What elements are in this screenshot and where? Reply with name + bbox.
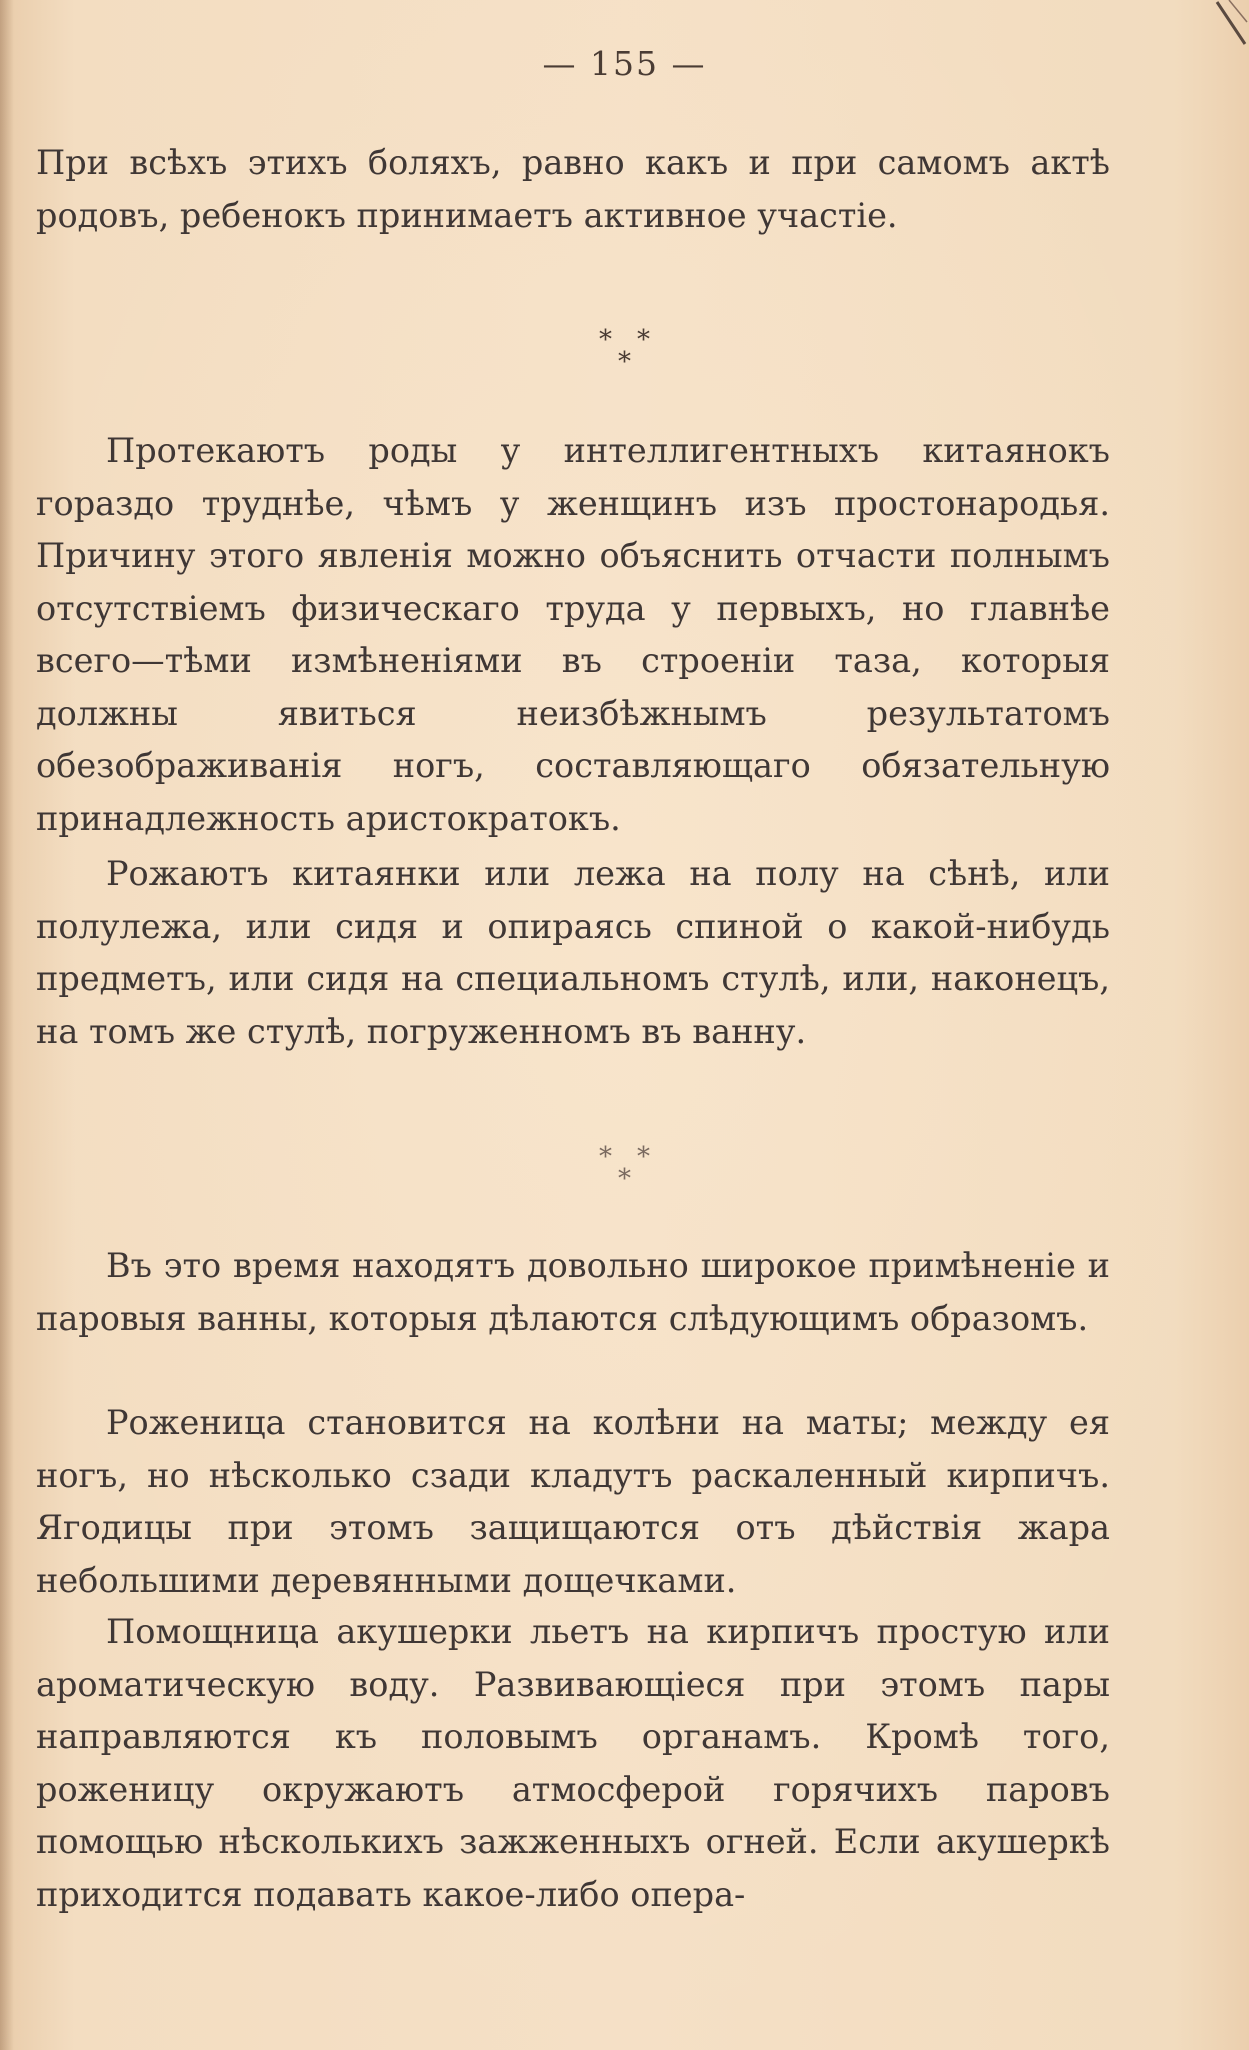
paragraph: Въ это время находятъ довольно широкое примѣненіе и паровыя ванны, которыя дѣлаются слѣдующимъ образомъ. xyxy=(36,1246,1110,1338)
svg-text:*: * xyxy=(617,1164,631,1194)
page-number: — 155 — xyxy=(542,44,707,83)
spine-shadow xyxy=(0,0,14,2050)
svg-text:*: * xyxy=(636,325,650,355)
svg-text:*: * xyxy=(617,347,631,377)
paragraph: Помощница акушерки льетъ на кирпичъ простую или ароматическую воду. Развивающіеся при этомъ пары направляются къ половымъ органамъ. Кромѣ того, роженицу окружаютъ атмосферой горячихъ паровъ помощью нѣсколькихъ зажженныхъ огней. Если акушеркѣ приходится подавать какое-либо опера- xyxy=(36,1612,1110,1914)
svg-text:*: * xyxy=(598,1142,612,1172)
paragraph: Рожаютъ китаянки или лежа на полу на сѣнѣ, или полулежа, или сидя и опираясь спиной о какой-нибудь предметъ, или сидя на специальномъ стулѣ, или, наконецъ, на томъ же стулѣ, погруженномъ въ ванну. xyxy=(36,854,1110,1051)
asterism-icon xyxy=(0,320,1249,390)
paragraph: Протекаютъ роды у интеллигентныхъ китаянокъ гораздо труднѣе, чѣмъ у женщинъ изъ простонародья. Причину этого явленія можно объяснить отчасти полнымъ отсутствіемъ физическаго труда у первыхъ, но главнѣе всего—тѣми измѣненіями въ строеніи таза, которыя должны явиться неизбѣжнымъ результатомъ обезображиванія ногъ, составляющаго обязательную принадлежность аристократокъ. xyxy=(36,431,1110,838)
svg-text:*: * xyxy=(598,325,612,355)
paragraph: При всѣхъ этихъ боляхъ, равно какъ и при самомъ актѣ родовъ, ребенокъ принимаетъ активное участіе. xyxy=(36,143,1110,235)
paragraph: Роженица становится на колѣни на маты; между ея ногъ, но нѣсколько сзади кладутъ раскаленный кирпичъ. Ягодицы при этомъ защищаются отъ дѣйствія жара небольшими деревянными дощечками. xyxy=(36,1403,1110,1600)
asterism-icon xyxy=(0,1137,1249,1207)
svg-text:*: * xyxy=(636,1142,650,1172)
